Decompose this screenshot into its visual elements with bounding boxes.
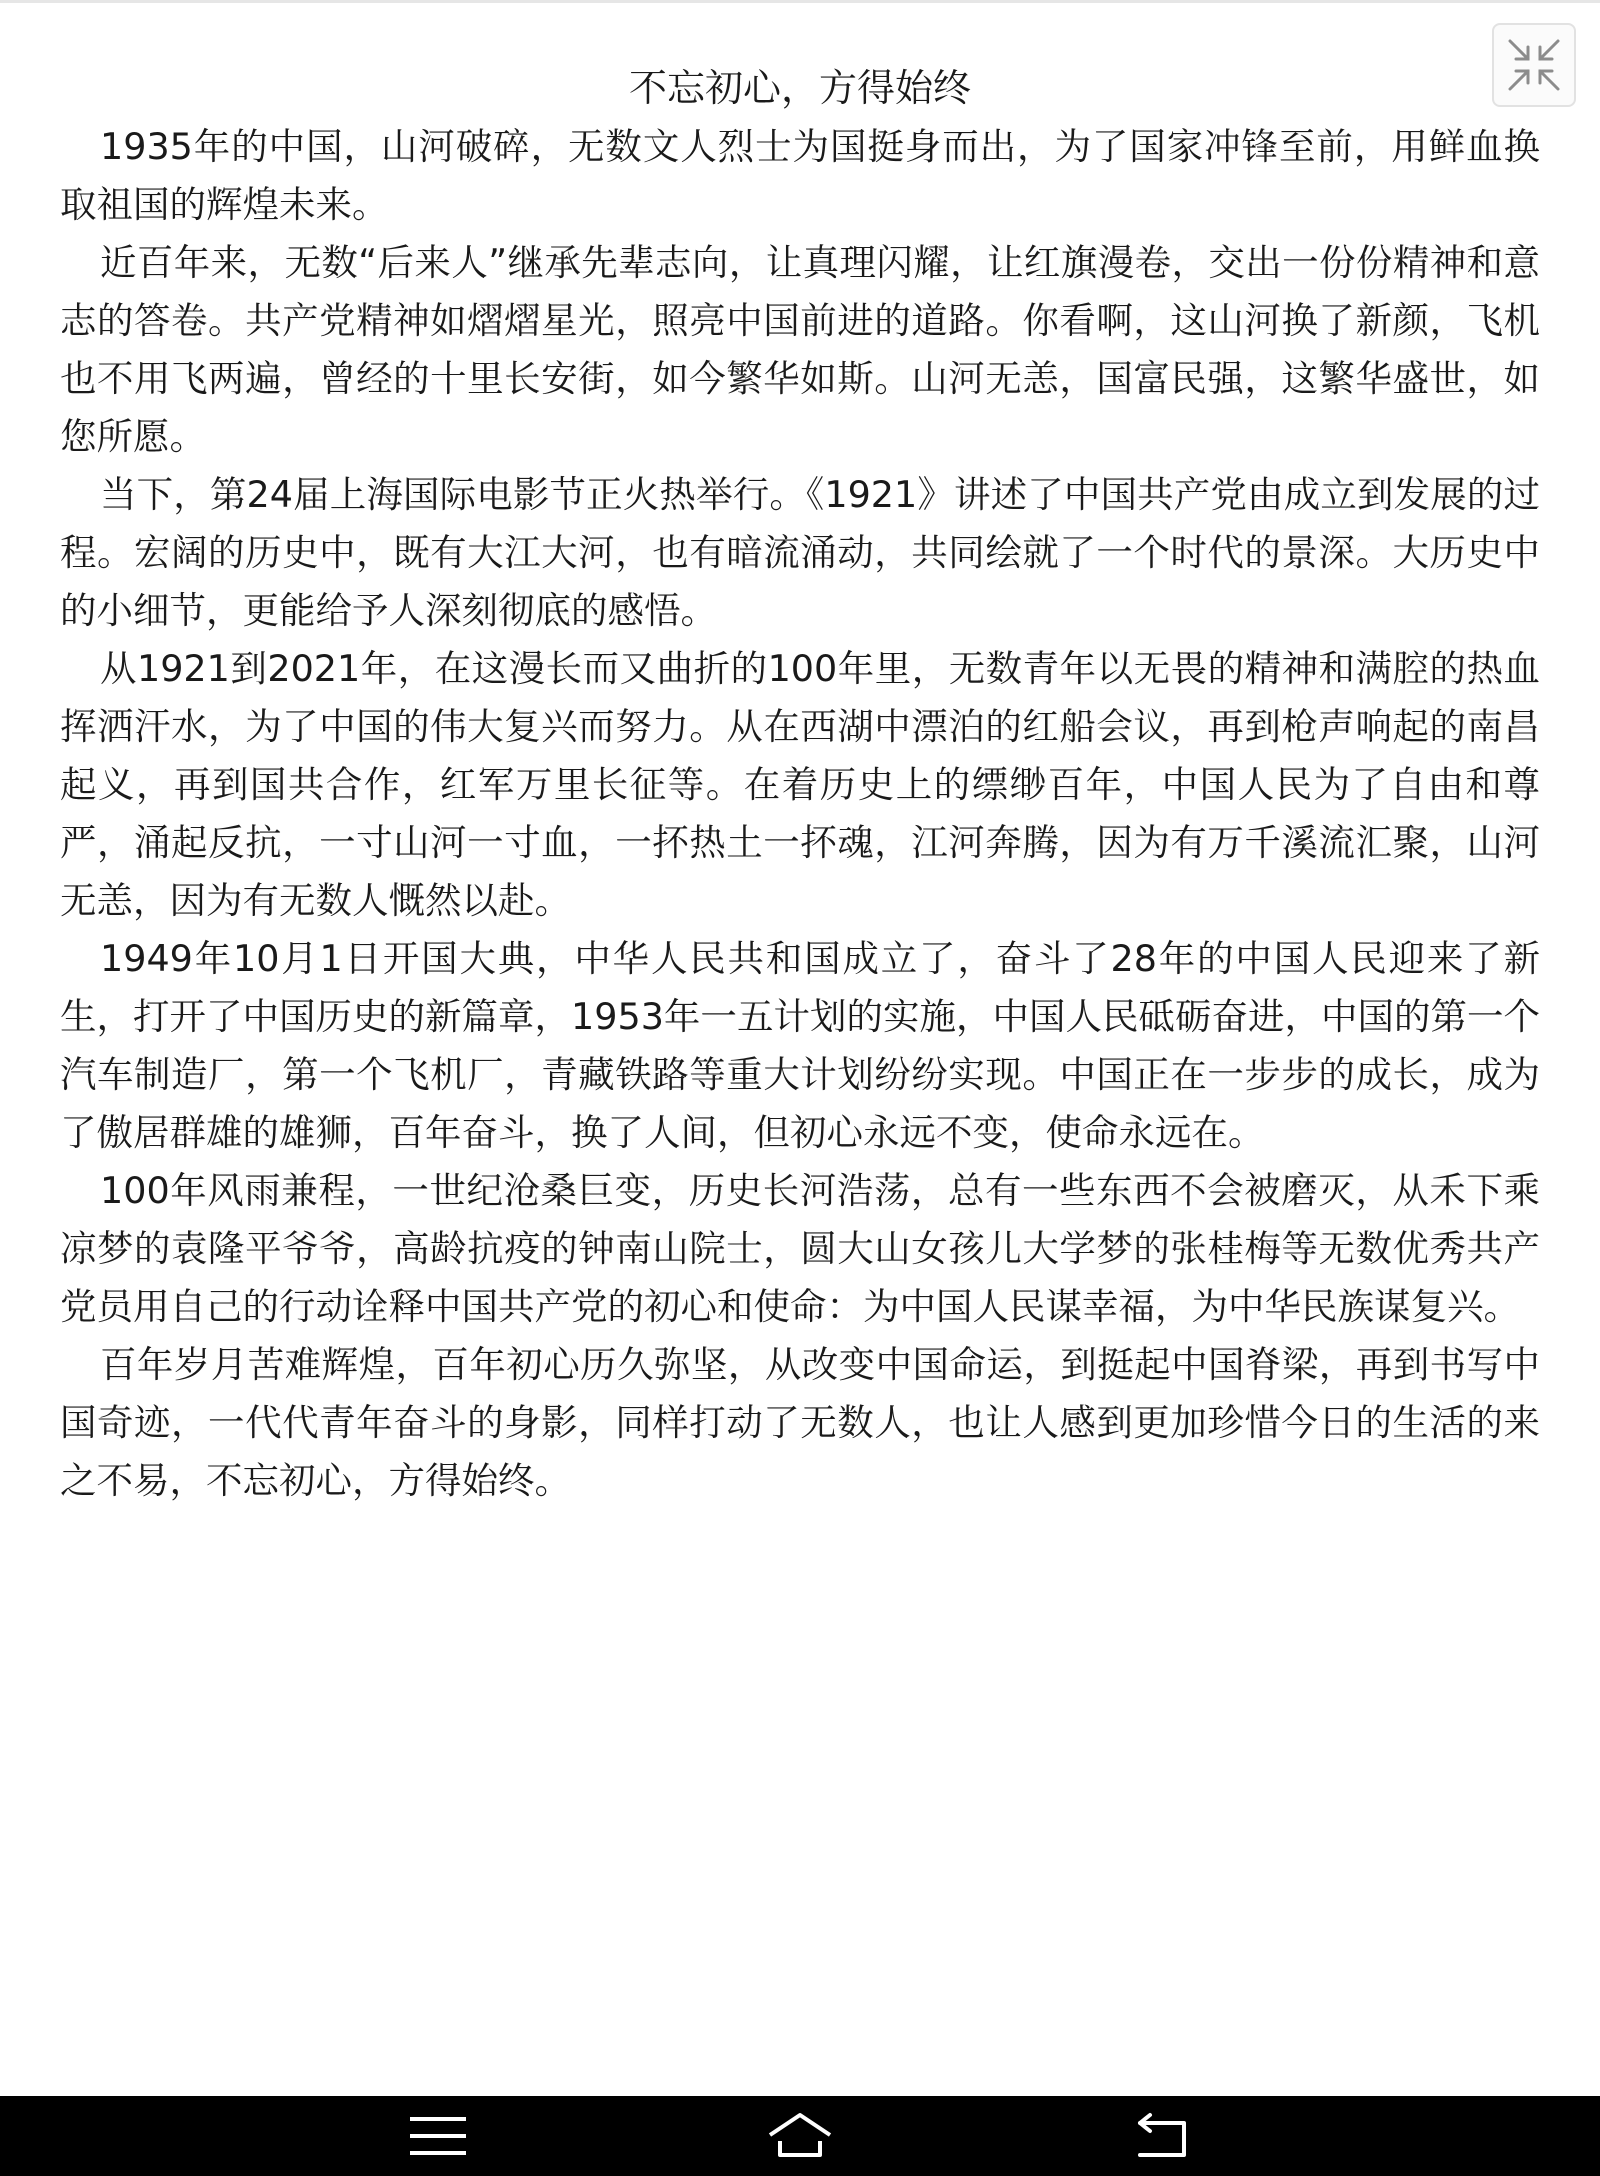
article-paragraph: 百年岁月苦难辉煌，百年初心历久弥坚，从改变中国命运，到挺起中国脊梁，再到书写中国奇迹，一代代青年奋斗的身影，同样打动了无数人，也让人感到更加珍惜今日的生活的来之不易，不忘初心，方得始终。 (60, 1343, 1540, 1502)
navigation-bar (0, 2096, 1600, 2176)
article-paragraph: 100年风雨兼程，一世纪沧桑巨变，历史长河浩荡，总有一些东西不会被磨灭，从禾下乘凉梦的袁隆平爷爷，高龄抗疫的钟南山院士，圆大山女孩儿大学梦的张桂梅等无数优秀共产党员用自己的行动诠释中国共产党的初心和使命：为中国人民谋幸福，为中华民族谋复兴。 (60, 1169, 1540, 1328)
back-button[interactable] (1114, 2102, 1210, 2170)
article-paragraph: 1949年10月1日开国大典，中华人民共和国成立了，奋斗了28年的中国人民迎来了新生，打开了中国历史的新篇章，1953年一五计划的实施，中国人民砥砺奋进，中国的第一个汽车制造厂，第一个飞机厂，青藏铁路等重大计划纷纷实现。中国正在一步步的成长，成为了傲居群雄的雄狮，百年奋斗，换了人间，但初心永远不变，使命永远在。 (60, 937, 1540, 1154)
back-icon (1132, 2111, 1192, 2161)
article-paragraph: 当下，第24届上海国际电影节正火热举行。《1921》讲述了中国共产党由成立到发展的过程。宏阔的历史中，既有大江大河，也有暗流涌动，共同绘就了一个时代的景深。大历史中的小细节，更能给予人深刻彻底的感悟。 (60, 473, 1540, 632)
top-divider (0, 0, 1600, 3)
article-paragraph: 1935年的中国，山河破碎，无数文人烈士为国挺身而出，为了国家冲锋至前，用鲜血换取祖国的辉煌未来。 (60, 125, 1540, 226)
article-paragraph: 从1921到2021年，在这漫长而又曲折的100年里，无数青年以无畏的精神和满腔的热血挥洒汗水，为了中国的伟大复兴而努力。从在西湖中漂泊的红船会议，再到枪声响起的南昌起义，再到国共合作，红军万里长征等。在着历史上的缥缈百年，中国人民为了自由和尊严，涌起反抗，一寸山河一寸血，一抔热土一抔魂，江河奔腾，因为有万千溪流汇聚，山河无恙，因为有无数人慨然以赴。 (60, 647, 1540, 922)
article-title: 不忘初心，方得始终 (628, 66, 971, 110)
article (60, 58, 1540, 1510)
menu-icon (408, 2113, 468, 2159)
menu-button[interactable] (390, 2102, 486, 2170)
home-icon (766, 2111, 834, 2161)
article-paragraph: 近百年来，无数“后来人”继承先辈志向，让真理闪耀，让红旗漫卷，交出一份份精神和意志的答卷。共产党精神如熠熠星光，照亮中国前进的道路。你看啊，这山河换了新颜，飞机也不用飞两遍，曾经的十里长安街，如今繁华如斯。山河无恙，国富民强，这繁华盛世，如您所愿。 (60, 241, 1540, 458)
home-button[interactable] (752, 2102, 848, 2170)
